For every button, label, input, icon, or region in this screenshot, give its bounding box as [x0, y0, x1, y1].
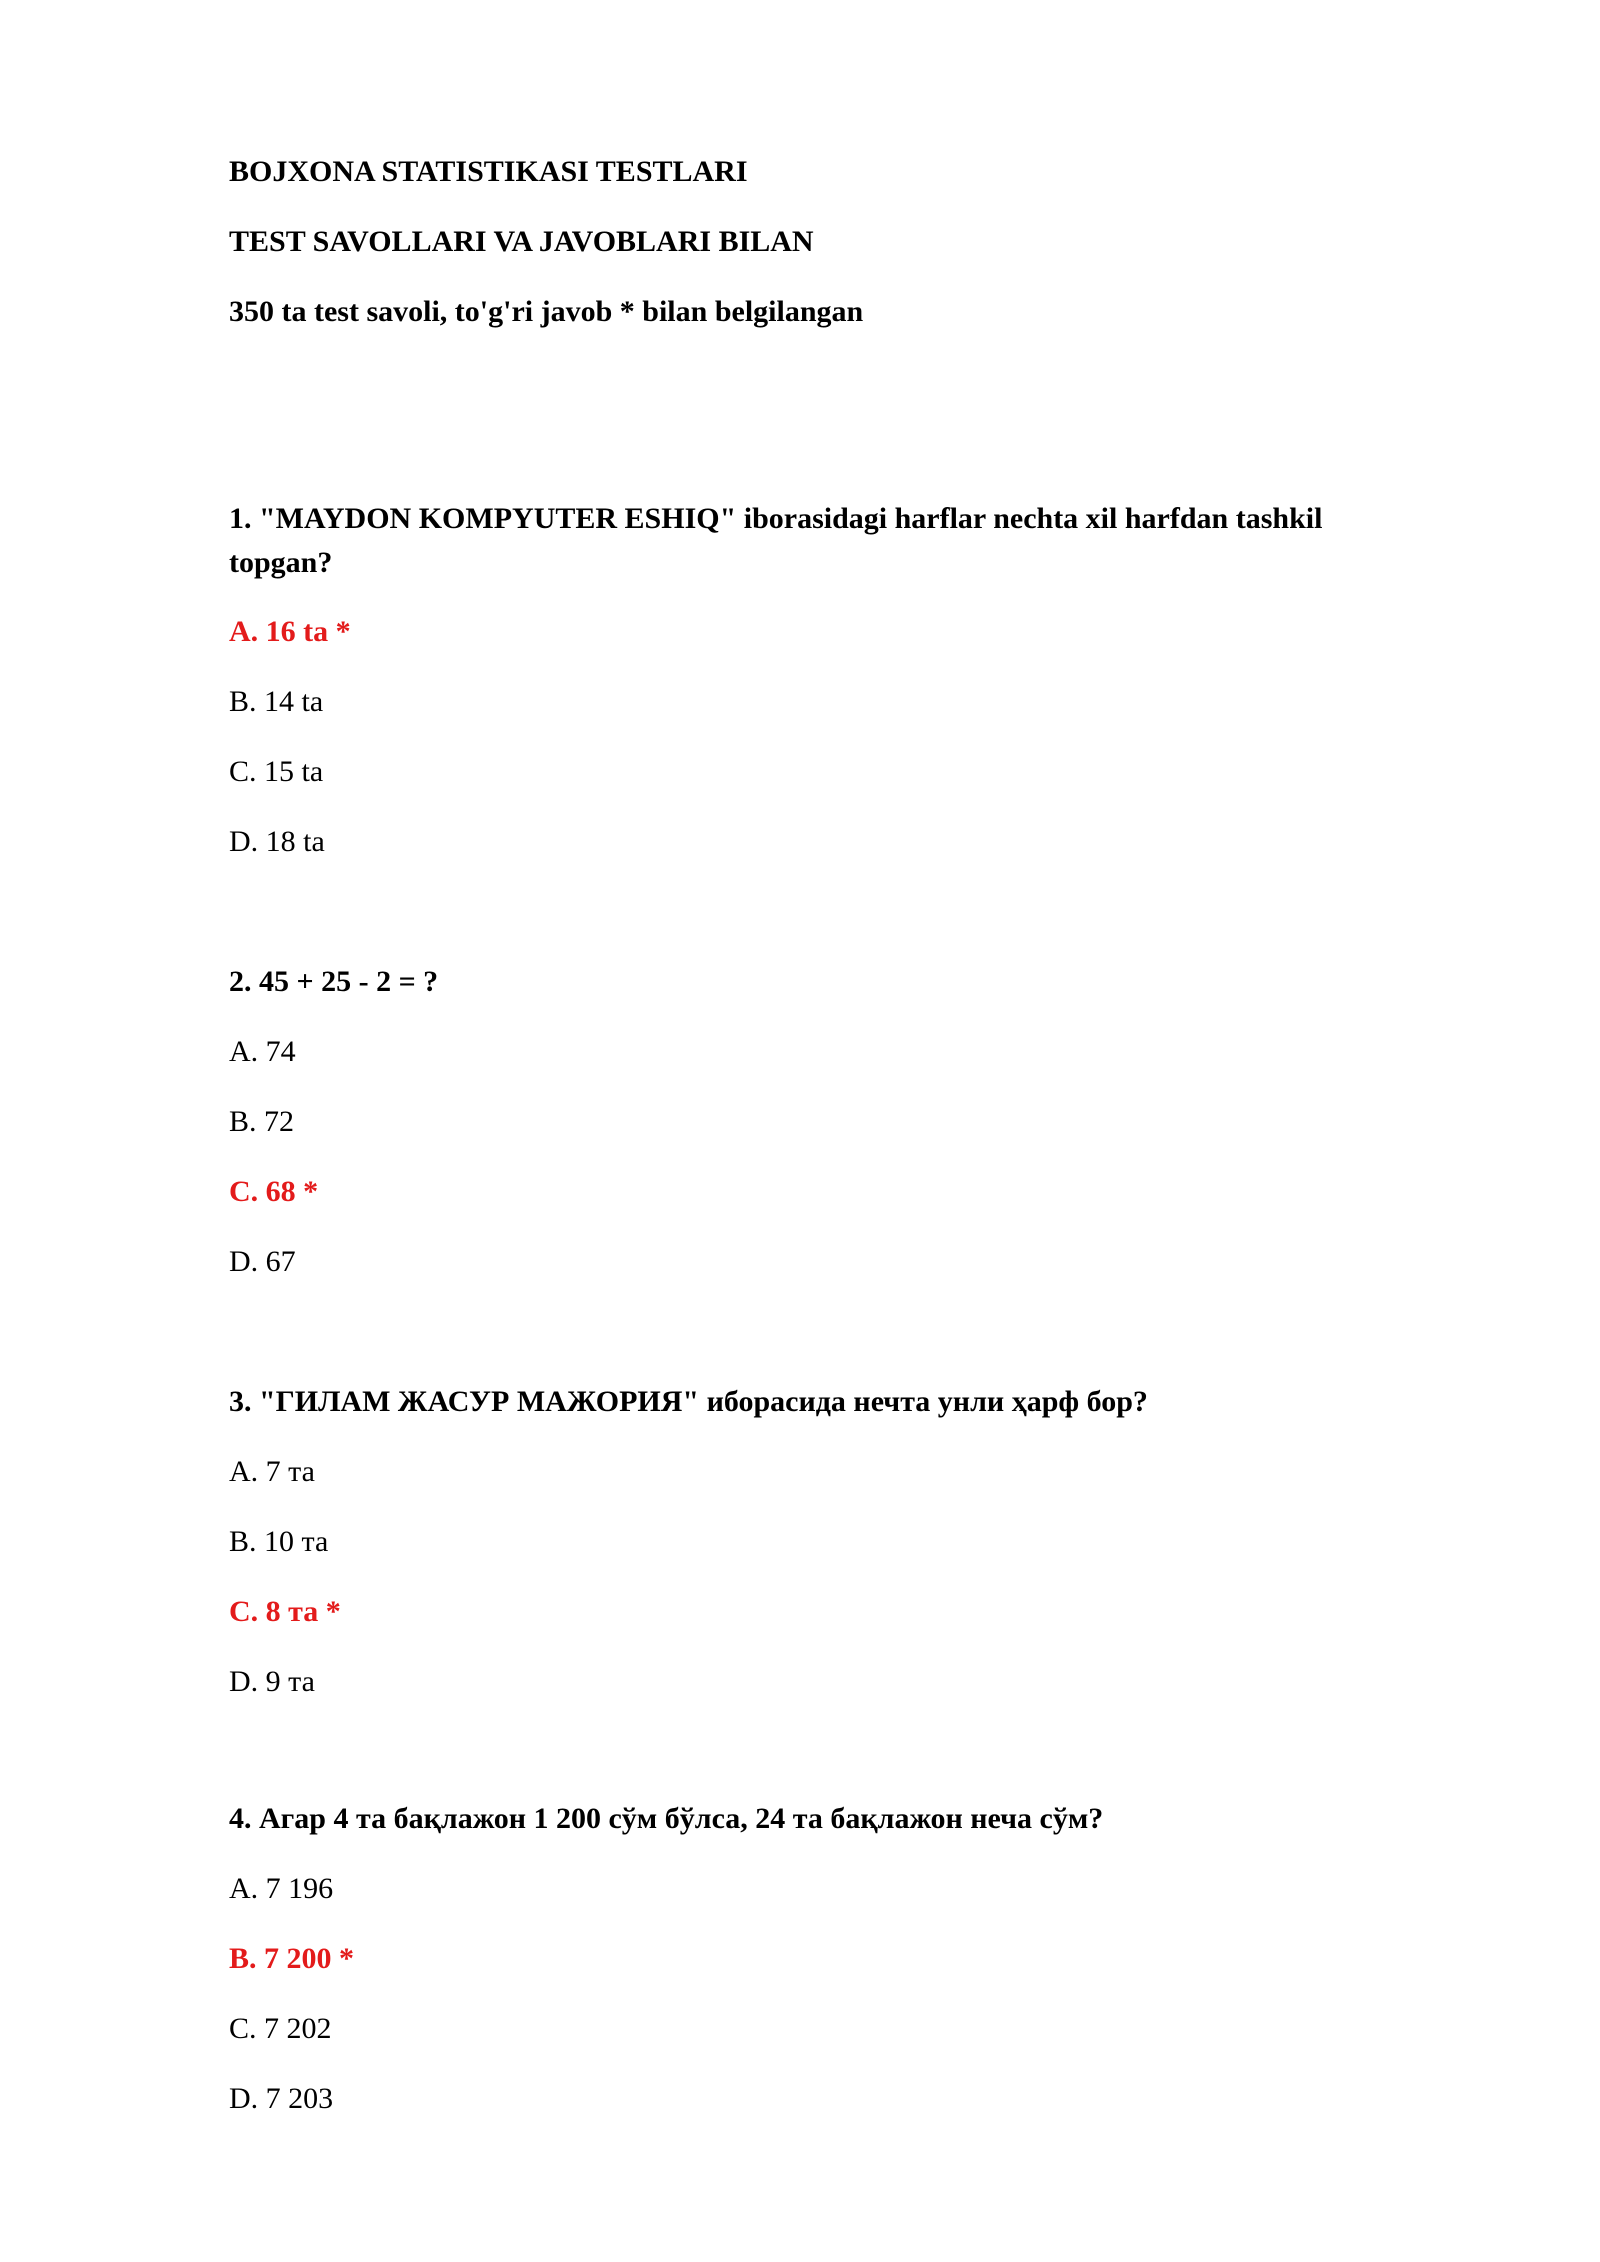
question-4-option-c: C. 7 202: [229, 2012, 332, 2045]
question-3-option-b: B. 10 та: [229, 1525, 329, 1558]
document-subtitle: TEST SAVOLLARI VA JAVOBLARI BILAN: [229, 225, 814, 258]
question-2-text: 2. 45 + 25 - 2 = ?: [229, 965, 439, 998]
question-1-option-c: C. 15 ta: [229, 755, 324, 788]
question-1-text: 1. "MAYDON KOMPYUTER ESHIQ" iborasidagi harflar nechta xil harfdan tashkil topgan?: [229, 502, 1323, 579]
question-4-text: 4. Агар 4 та бақлажон 1 200 сўм бўлса, 24 та бақлажон неча сўм?: [229, 1802, 1104, 1835]
document-title: BOJXONA STATISTIKASI TESTLARI: [229, 155, 748, 188]
question-1-option-d: D. 18 ta: [229, 825, 325, 858]
question-2-option-c: C. 68 *: [229, 1175, 319, 1208]
question-2-option-a: A. 74: [229, 1035, 296, 1068]
question-2-option-d: D. 67: [229, 1245, 296, 1278]
question-3-option-d: D. 9 та: [229, 1665, 315, 1698]
question-2-option-b: B. 72: [229, 1105, 295, 1138]
question-1-option-b: B. 14 ta: [229, 685, 324, 718]
question-3-option-c: C. 8 та *: [229, 1595, 341, 1628]
question-4-option-a: A. 7 196: [229, 1872, 334, 1905]
question-3-text: 3. "ГИЛАМ ЖАСУР МАЖОРИЯ" иборасида нечта унли ҳарф бор?: [229, 1385, 1148, 1418]
document-note: 350 ta test savoli, to'g'ri javob * bilan belgilangan: [229, 295, 864, 328]
question-4-option-d: D. 7 203: [229, 2082, 334, 2115]
question-1-option-a: A. 16 ta *: [229, 615, 351, 648]
question-4-option-b: B. 7 200 *: [229, 1942, 355, 1975]
question-3-option-a: A. 7 та: [229, 1455, 315, 1488]
